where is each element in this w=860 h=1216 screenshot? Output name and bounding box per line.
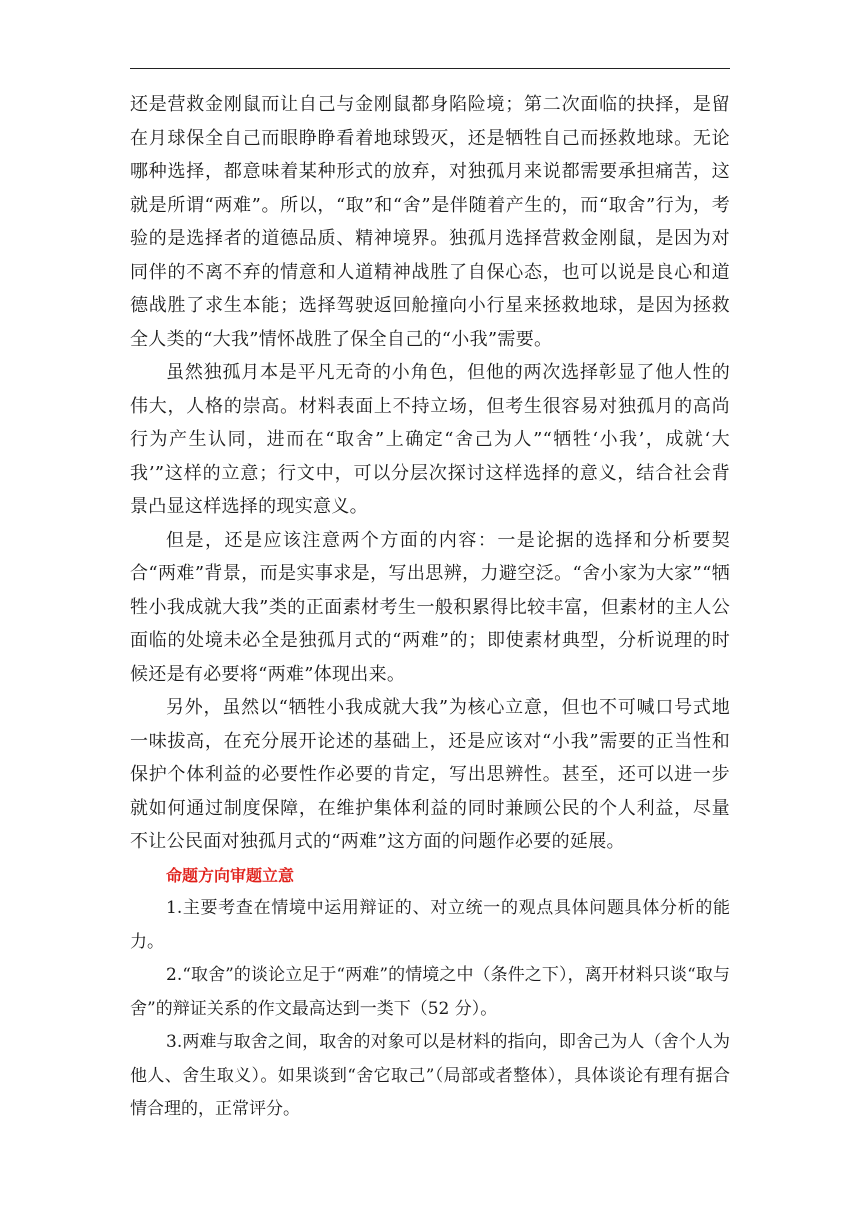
list-item: 2.“取舍”的谈论立足于“两难”的情境之中（条件之下），离开材料只谈“取与舍”的辩证关系的作文最高达到一类下（52 分）。 — [130, 965, 730, 1019]
paragraph: 另外，虽然以“牺牲小我成就大我”为核心立意，但也不可喊口号式地一味拔高，在充分展开论述的基础上，还是应该对“小我”需要的正当性和保护个体利益的必要性作必要的肯定，写出思辨性。甚至，还可以进一步就如何通过制度保障，在维护集体利益的同时兼顾公民的个人利益，尽量不让公民面对独孤月式的“两难”这方面的问题作必要的延展。 — [130, 697, 730, 852]
list-item: 1.主要考查在情境中运用辩证的、对立统一的观点具体问题具体分析的能力。 — [130, 898, 730, 952]
section-heading: 命题方向审题立意 — [166, 865, 295, 885]
paragraph-continued: 还是营救金刚鼠而让自己与金刚鼠都身陷险境；第二次面临的抉择，是留在月球保全自己而眼睁睁看着地球毁灭，还是牺牲自己而拯救地球。无论哪种选择，都意味着某种形式的放弃，对独孤月来说都需要承担痛苦，这就是所谓“两难”。所以，“取”和“舍”是伴随着产生的，而“取舍”行为，考验的是选择者的道德品质、精神境界。独孤月选择营救金刚鼠，是因为对同伴的不离不弃的情意和人道精神战胜了自保心态，也可以说是良心和道德战胜了求生本能；选择驾驶返回舱撞向小行星来拯救地球，是因为拯救全人类的“大我”情怀战胜了保全自己的“小我”需要。 — [130, 94, 730, 350]
document-body — [130, 88, 730, 1127]
header-rule — [130, 68, 730, 69]
paragraph: 虽然独孤月本是平凡无奇的小角色，但他的两次选择彰显了他人性的伟大，人格的崇高。材料表面上不持立场，但考生很容易对独孤月的高尚行为产生认同，进而在“取舍”上确定“舍己为人”“牺牲‘小我’，成就‘大我’”这样的立意；行文中，可以分层次探讨这样选择的意义，结合社会背景凸显这样选择的现实意义。 — [130, 362, 730, 517]
paragraph: 但是，还是应该注意两个方面的内容：一是论据的选择和分析要契合“两难”背景，而是实事求是，写出思辨，力避空泛。“舍小家为大家”“牺牲小我成就大我”类的正面素材考生一般积累得比较丰富，但素材的主人公面临的处境未必全是独孤月式的“两难”的；即使素材典型，分析说理的时候还是有必要将“两难”体现出来。 — [130, 529, 730, 685]
list-item: 3.两难与取舍之间，取舍的对象可以是材料的指向，即舍己为人（舍个人为他人、舍生取义）。如果谈到“舍它取己”（局部或者整体），具体谈论有理有据合情合理的，正常评分。 — [130, 1032, 730, 1119]
